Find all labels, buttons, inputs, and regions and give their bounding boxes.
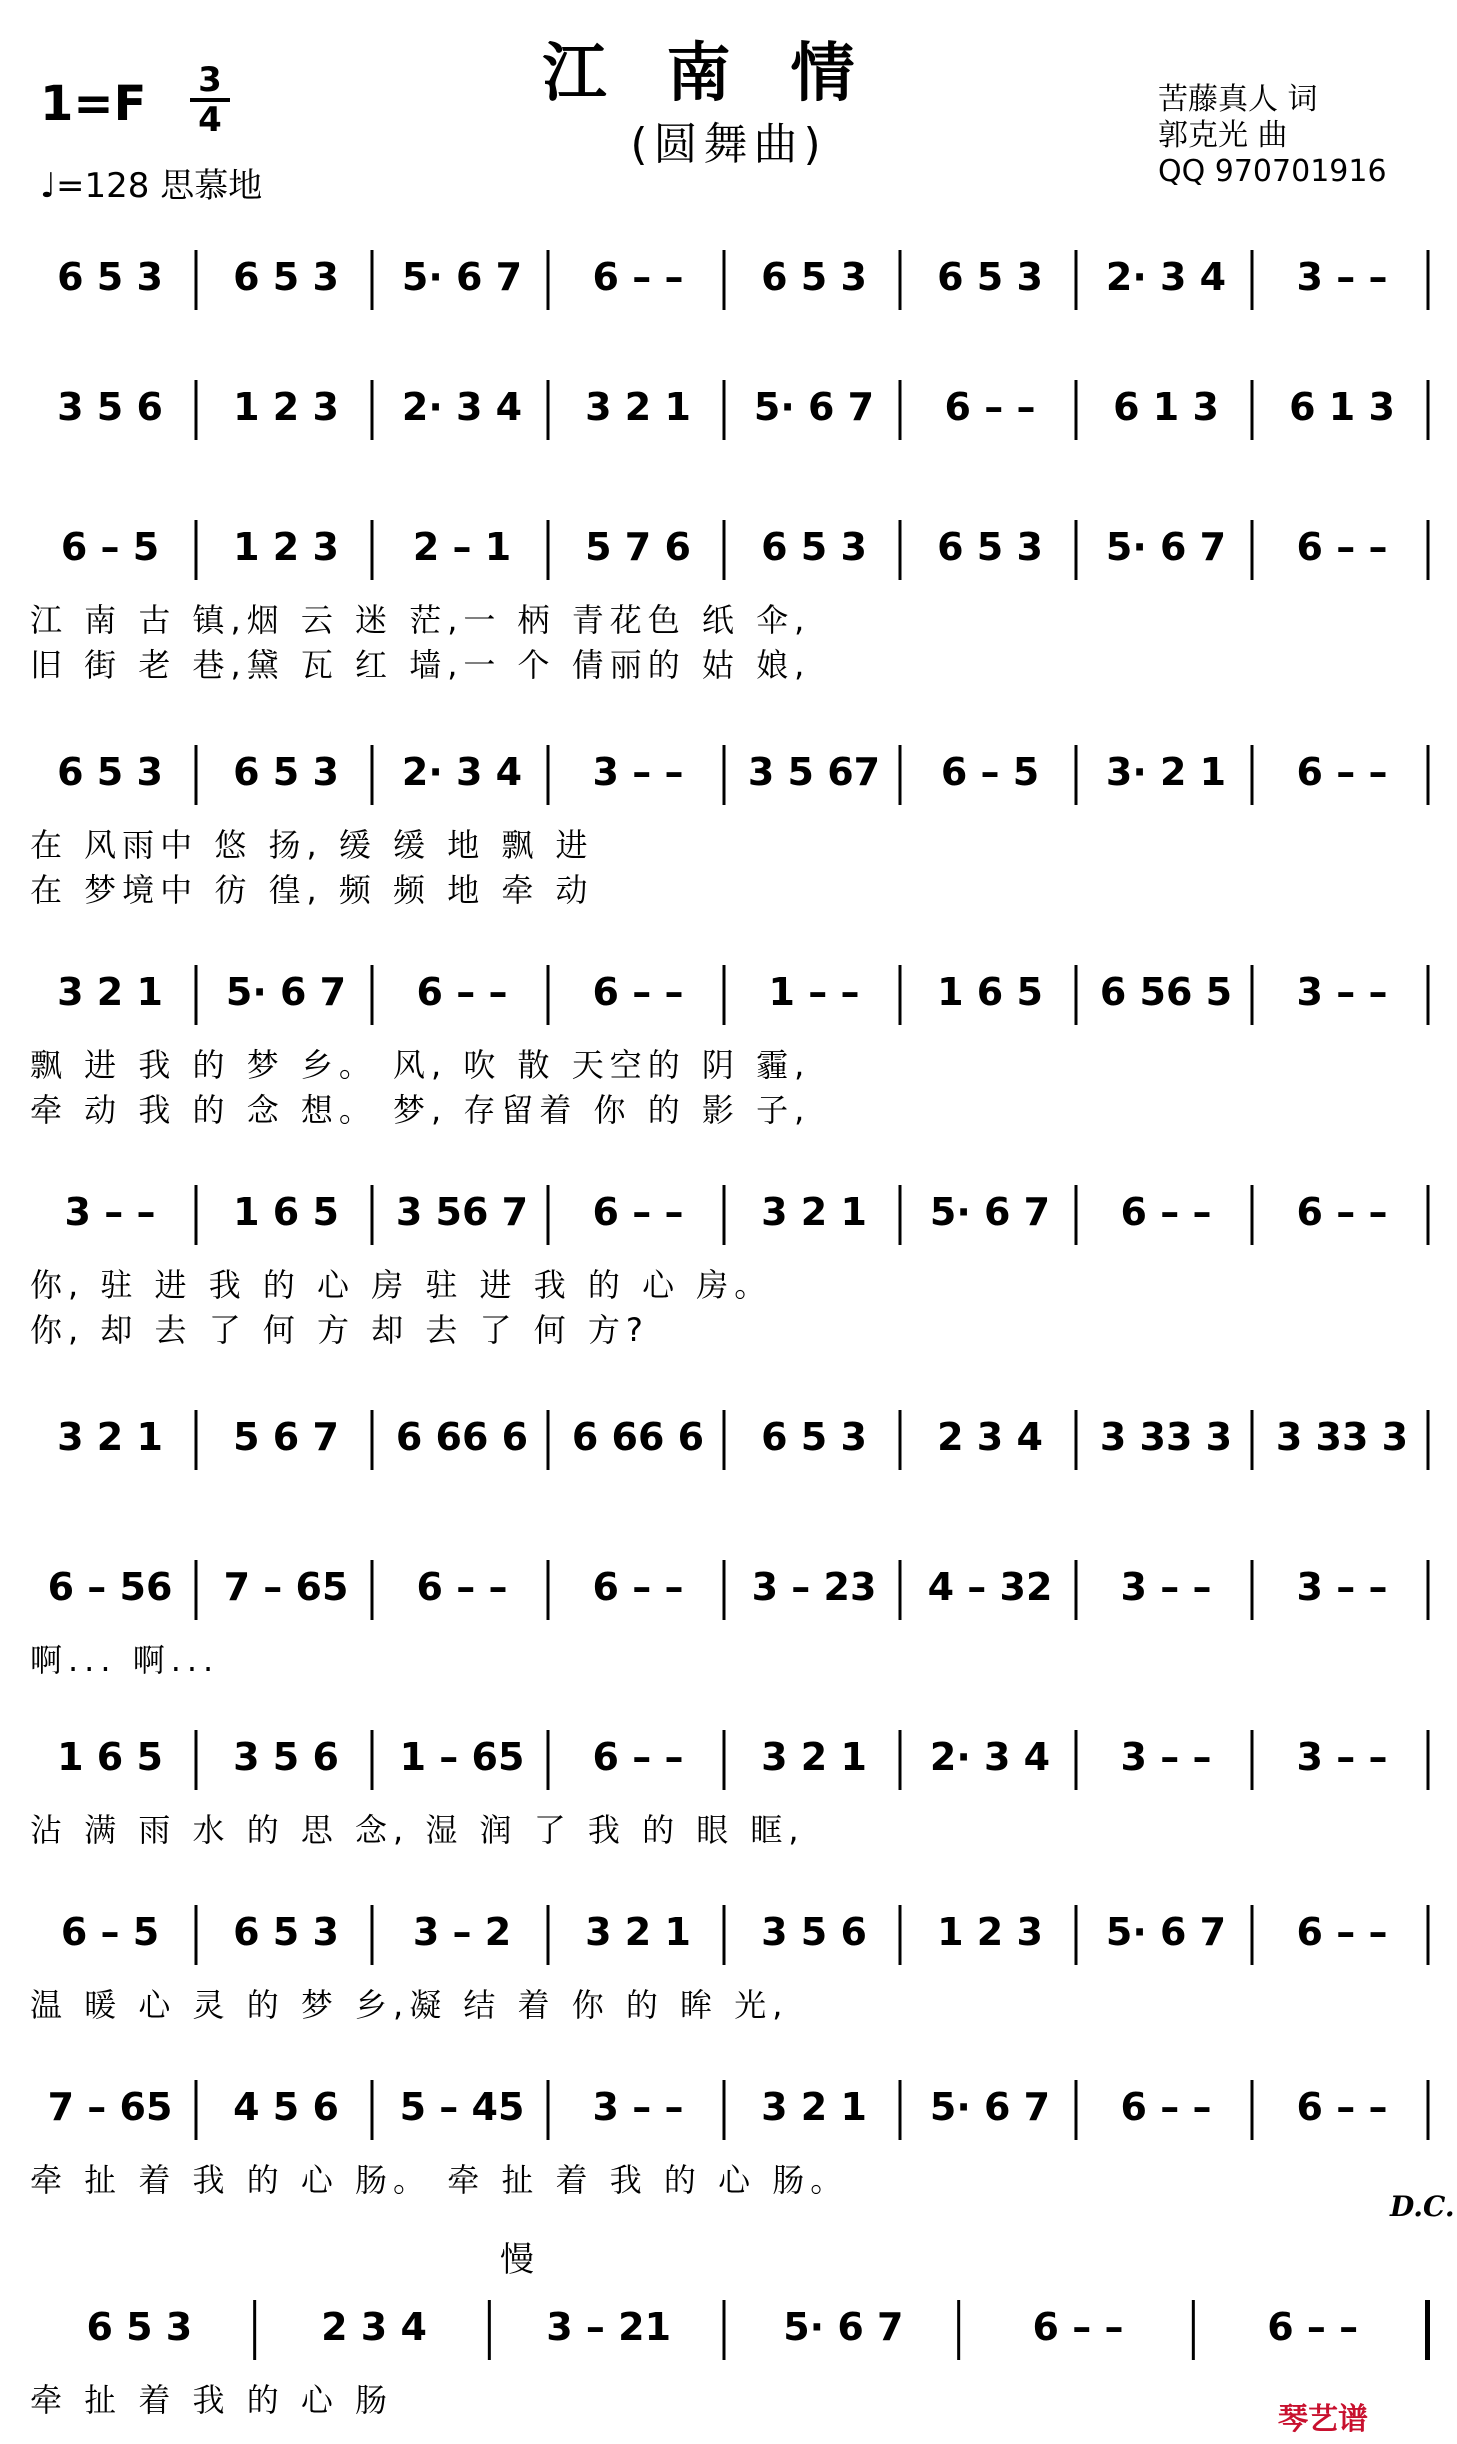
measure-notes: 3 5 6 xyxy=(761,1910,867,1954)
measure-notes: 1 2 3 xyxy=(233,525,339,569)
dc-marking: D.C. xyxy=(1390,2190,1455,2223)
measure-notes: 1 2 3 xyxy=(233,385,339,429)
measure-notes: 6 5 3 xyxy=(761,1415,867,1459)
measure-notes: 2· 3 4 xyxy=(929,1735,1051,1779)
measure-notes: 3 2 1 xyxy=(57,1415,163,1459)
measure-notes: 3 – – xyxy=(1296,255,1388,299)
measure-notes: 6 5 3 xyxy=(761,525,867,569)
measure-notes: 5· 6 7 xyxy=(929,1190,1051,1234)
credits xyxy=(1158,82,1387,190)
page-title: 江南情 xyxy=(542,37,915,111)
measure-notes: 1 6 5 xyxy=(937,970,1043,1014)
measure-notes: 6 5 3 xyxy=(937,525,1043,569)
measure-notes: 1 6 5 xyxy=(233,1190,339,1234)
notation-line xyxy=(22,1895,1430,1985)
measure-notes: 3 2 1 xyxy=(761,1190,867,1234)
measure-notes: 6 – – xyxy=(1120,2085,1212,2129)
measure-notes: 6 1 3 xyxy=(1289,385,1395,429)
composer: 郭克光 曲 xyxy=(1158,118,1288,153)
measure-notes: 5· 6 7 xyxy=(783,2305,904,2349)
lyric-line: 你, 却 去 了 何 方 却 去 了 何 方? xyxy=(30,1311,649,1349)
notation-line xyxy=(22,510,1430,600)
subtitle: (圆舞曲) xyxy=(630,119,827,170)
measure-notes: 6 66 6 xyxy=(571,1415,705,1459)
measure-notes: 4 – 32 xyxy=(927,1565,1053,1609)
measure-notes: 3 2 1 xyxy=(761,2085,867,2129)
lyricist: 苦藤真人 词 xyxy=(1158,82,1318,117)
measure-notes: 5 6 7 xyxy=(233,1415,339,1459)
measure-notes: 3 – – xyxy=(592,750,684,794)
measure-notes: 6 5 3 xyxy=(57,750,163,794)
measure-notes: 3 – – xyxy=(64,1190,156,1234)
measure-notes: 6 – – xyxy=(1296,2085,1388,2129)
measure-notes: 1 – 65 xyxy=(399,1735,525,1779)
measure-notes: 3 2 1 xyxy=(761,1735,867,1779)
notation-line xyxy=(22,1400,1430,1490)
measure-notes: 6 – 5 xyxy=(60,525,160,569)
measure-notes: 3 – – xyxy=(1296,1735,1388,1779)
measure-notes: 4 5 6 xyxy=(233,2085,339,2129)
notation-line xyxy=(22,735,1430,825)
key-signature: 1=F xyxy=(40,76,147,132)
measure-notes: 3 – 23 xyxy=(751,1565,877,1609)
qq-contact: QQ 970701916 xyxy=(1158,154,1387,189)
lyric-line: 你, 驻 进 我 的 心 房 驻 进 我 的 心 房。 xyxy=(30,1266,773,1304)
measure-notes: 5· 6 7 xyxy=(1105,525,1227,569)
measure-notes: 2· 3 4 xyxy=(401,385,523,429)
measure-notes: 6 5 3 xyxy=(937,255,1043,299)
measure-notes: 5· 6 7 xyxy=(753,385,875,429)
notation-line xyxy=(22,240,1430,330)
measure-notes: 2 3 4 xyxy=(937,1415,1043,1459)
slow-marking: 慢 xyxy=(500,2240,534,2280)
measure-notes: 6 – 56 xyxy=(47,1565,173,1609)
measure-notes: 3 – – xyxy=(1120,1565,1212,1609)
measure-notes: 7 – 65 xyxy=(223,1565,349,1609)
lyric-line: 啊... 啊... xyxy=(30,1641,220,1679)
measure-notes: 7 – 65 xyxy=(47,2085,173,2129)
measure-notes: 6 – – xyxy=(592,970,684,1014)
measure-notes: 2 3 4 xyxy=(321,2305,427,2349)
measure-notes: 6 1 3 xyxy=(1113,385,1219,429)
measure-notes: 3 56 7 xyxy=(395,1190,529,1234)
measure-notes: 6 5 3 xyxy=(233,1910,339,1954)
notation-line xyxy=(22,955,1430,1045)
measure-notes: 6 5 3 xyxy=(233,255,339,299)
notation-line xyxy=(22,1550,1430,1640)
notation-line xyxy=(22,2290,1430,2380)
lyric-line: 牵 扯 着 我 的 心 肠。 牵 扯 着 我 的 心 肠。 xyxy=(30,2161,849,2199)
measure-notes: 3 5 6 xyxy=(233,1735,339,1779)
measure-notes: 6 – 5 xyxy=(60,1910,160,1954)
lyric-line: 沾 满 雨 水 的 思 念, 湿 润 了 我 的 眼 眶, xyxy=(30,1811,805,1849)
measure-notes: 6 – – xyxy=(1296,750,1388,794)
measure-notes: 3 2 1 xyxy=(585,385,691,429)
measure-notes: 1 6 5 xyxy=(57,1735,163,1779)
lyric-line: 在 梦境中 彷 徨, 频 频 地 牵 动 xyxy=(30,871,594,909)
site-logo: 琴艺谱 xyxy=(1278,2402,1368,2437)
measure-notes: 6 – – xyxy=(1296,525,1388,569)
measure-notes: 5· 6 7 xyxy=(929,2085,1051,2129)
measure-notes: 3 5 67 xyxy=(747,750,881,794)
measure-notes: 6 – – xyxy=(416,970,508,1014)
lyric-line: 旧 街 老 巷,黛 瓦 红 墙,一 个 倩丽的 姑 娘, xyxy=(30,646,811,684)
measure-notes: 6 – – xyxy=(592,1190,684,1234)
measure-notes: 3 – 21 xyxy=(546,2305,672,2349)
measure-notes: 6 – – xyxy=(1120,1190,1212,1234)
measure-notes: 2· 3 4 xyxy=(401,750,523,794)
lyric-line: 江 南 古 镇,烟 云 迷 茫,一 柄 青花色 纸 伞, xyxy=(30,601,811,639)
time-signature xyxy=(190,62,230,138)
measure-notes: 6 5 3 xyxy=(233,750,339,794)
measure-notes: 1 2 3 xyxy=(937,1910,1043,1954)
lyric-line: 在 风雨中 悠 扬, 缓 缓 地 飘 进 xyxy=(30,826,594,864)
measure-notes: 6 – – xyxy=(1296,1910,1388,1954)
measure-notes: 5 7 6 xyxy=(585,525,691,569)
measure-notes: 3 – – xyxy=(1296,1565,1388,1609)
notation-line xyxy=(22,370,1430,460)
measure-notes: 3 33 3 xyxy=(1275,1415,1409,1459)
measure-notes: 6 – – xyxy=(592,1565,684,1609)
measure-notes: 6 – – xyxy=(592,255,684,299)
measure-notes: 5· 6 7 xyxy=(225,970,347,1014)
notation-line xyxy=(22,2070,1430,2160)
measure-notes: 3 2 1 xyxy=(585,1910,691,1954)
measure-notes: 2· 3 4 xyxy=(1105,255,1227,299)
notation-line xyxy=(22,1175,1430,1265)
measure-notes: 6 – 5 xyxy=(940,750,1040,794)
measure-notes: 3 – – xyxy=(1296,970,1388,1014)
lyric-line: 牵 动 我 的 念 想。 梦, 存留着 你 的 影 子, xyxy=(30,1091,811,1129)
lyric-line: 牵 扯 着 我 的 心 肠 xyxy=(30,2381,394,2419)
measure-notes: 3 2 1 xyxy=(57,970,163,1014)
time-bottom: 4 xyxy=(190,98,230,138)
measure-notes: 1 – – xyxy=(768,970,860,1014)
measure-notes: 5 – 45 xyxy=(399,2085,525,2129)
measure-notes: 2 – 1 xyxy=(412,525,512,569)
time-top: 3 xyxy=(198,60,222,100)
measure-notes: 3 – – xyxy=(592,2085,684,2129)
measure-notes: 3· 2 1 xyxy=(1105,750,1227,794)
measure-notes: 3 5 6 xyxy=(57,385,163,429)
measure-notes: 6 – – xyxy=(944,385,1036,429)
lyric-line: 温 暖 心 灵 的 梦 乡,凝 结 着 你 的 眸 光, xyxy=(30,1986,789,2024)
measure-notes: 6 5 3 xyxy=(57,255,163,299)
measure-notes: 3 33 3 xyxy=(1099,1415,1233,1459)
measure-notes: 6 5 3 xyxy=(86,2305,193,2349)
measure-notes: 5· 6 7 xyxy=(401,255,523,299)
tempo-marking: ♩=128 思慕地 xyxy=(40,166,263,206)
measure-notes: 6 – – xyxy=(416,1565,508,1609)
measure-notes: 6 – – xyxy=(1032,2305,1124,2349)
lyric-line: 飘 进 我 的 梦 乡。 风, 吹 散 天空的 阴 霾, xyxy=(30,1046,811,1084)
measure-notes: 6 5 3 xyxy=(761,255,867,299)
measure-notes: 6 – – xyxy=(592,1735,684,1779)
measure-notes: 6 66 6 xyxy=(395,1415,529,1459)
measure-notes: 3 – 2 xyxy=(412,1910,512,1954)
measure-notes: 6 – – xyxy=(1296,1190,1388,1234)
measure-notes: 3 – – xyxy=(1120,1735,1212,1779)
measure-notes: 6 – – xyxy=(1267,2305,1359,2349)
measure-notes: 6 56 5 xyxy=(1099,970,1233,1014)
notation-line xyxy=(22,1720,1430,1810)
measure-notes: 5· 6 7 xyxy=(1105,1910,1227,1954)
